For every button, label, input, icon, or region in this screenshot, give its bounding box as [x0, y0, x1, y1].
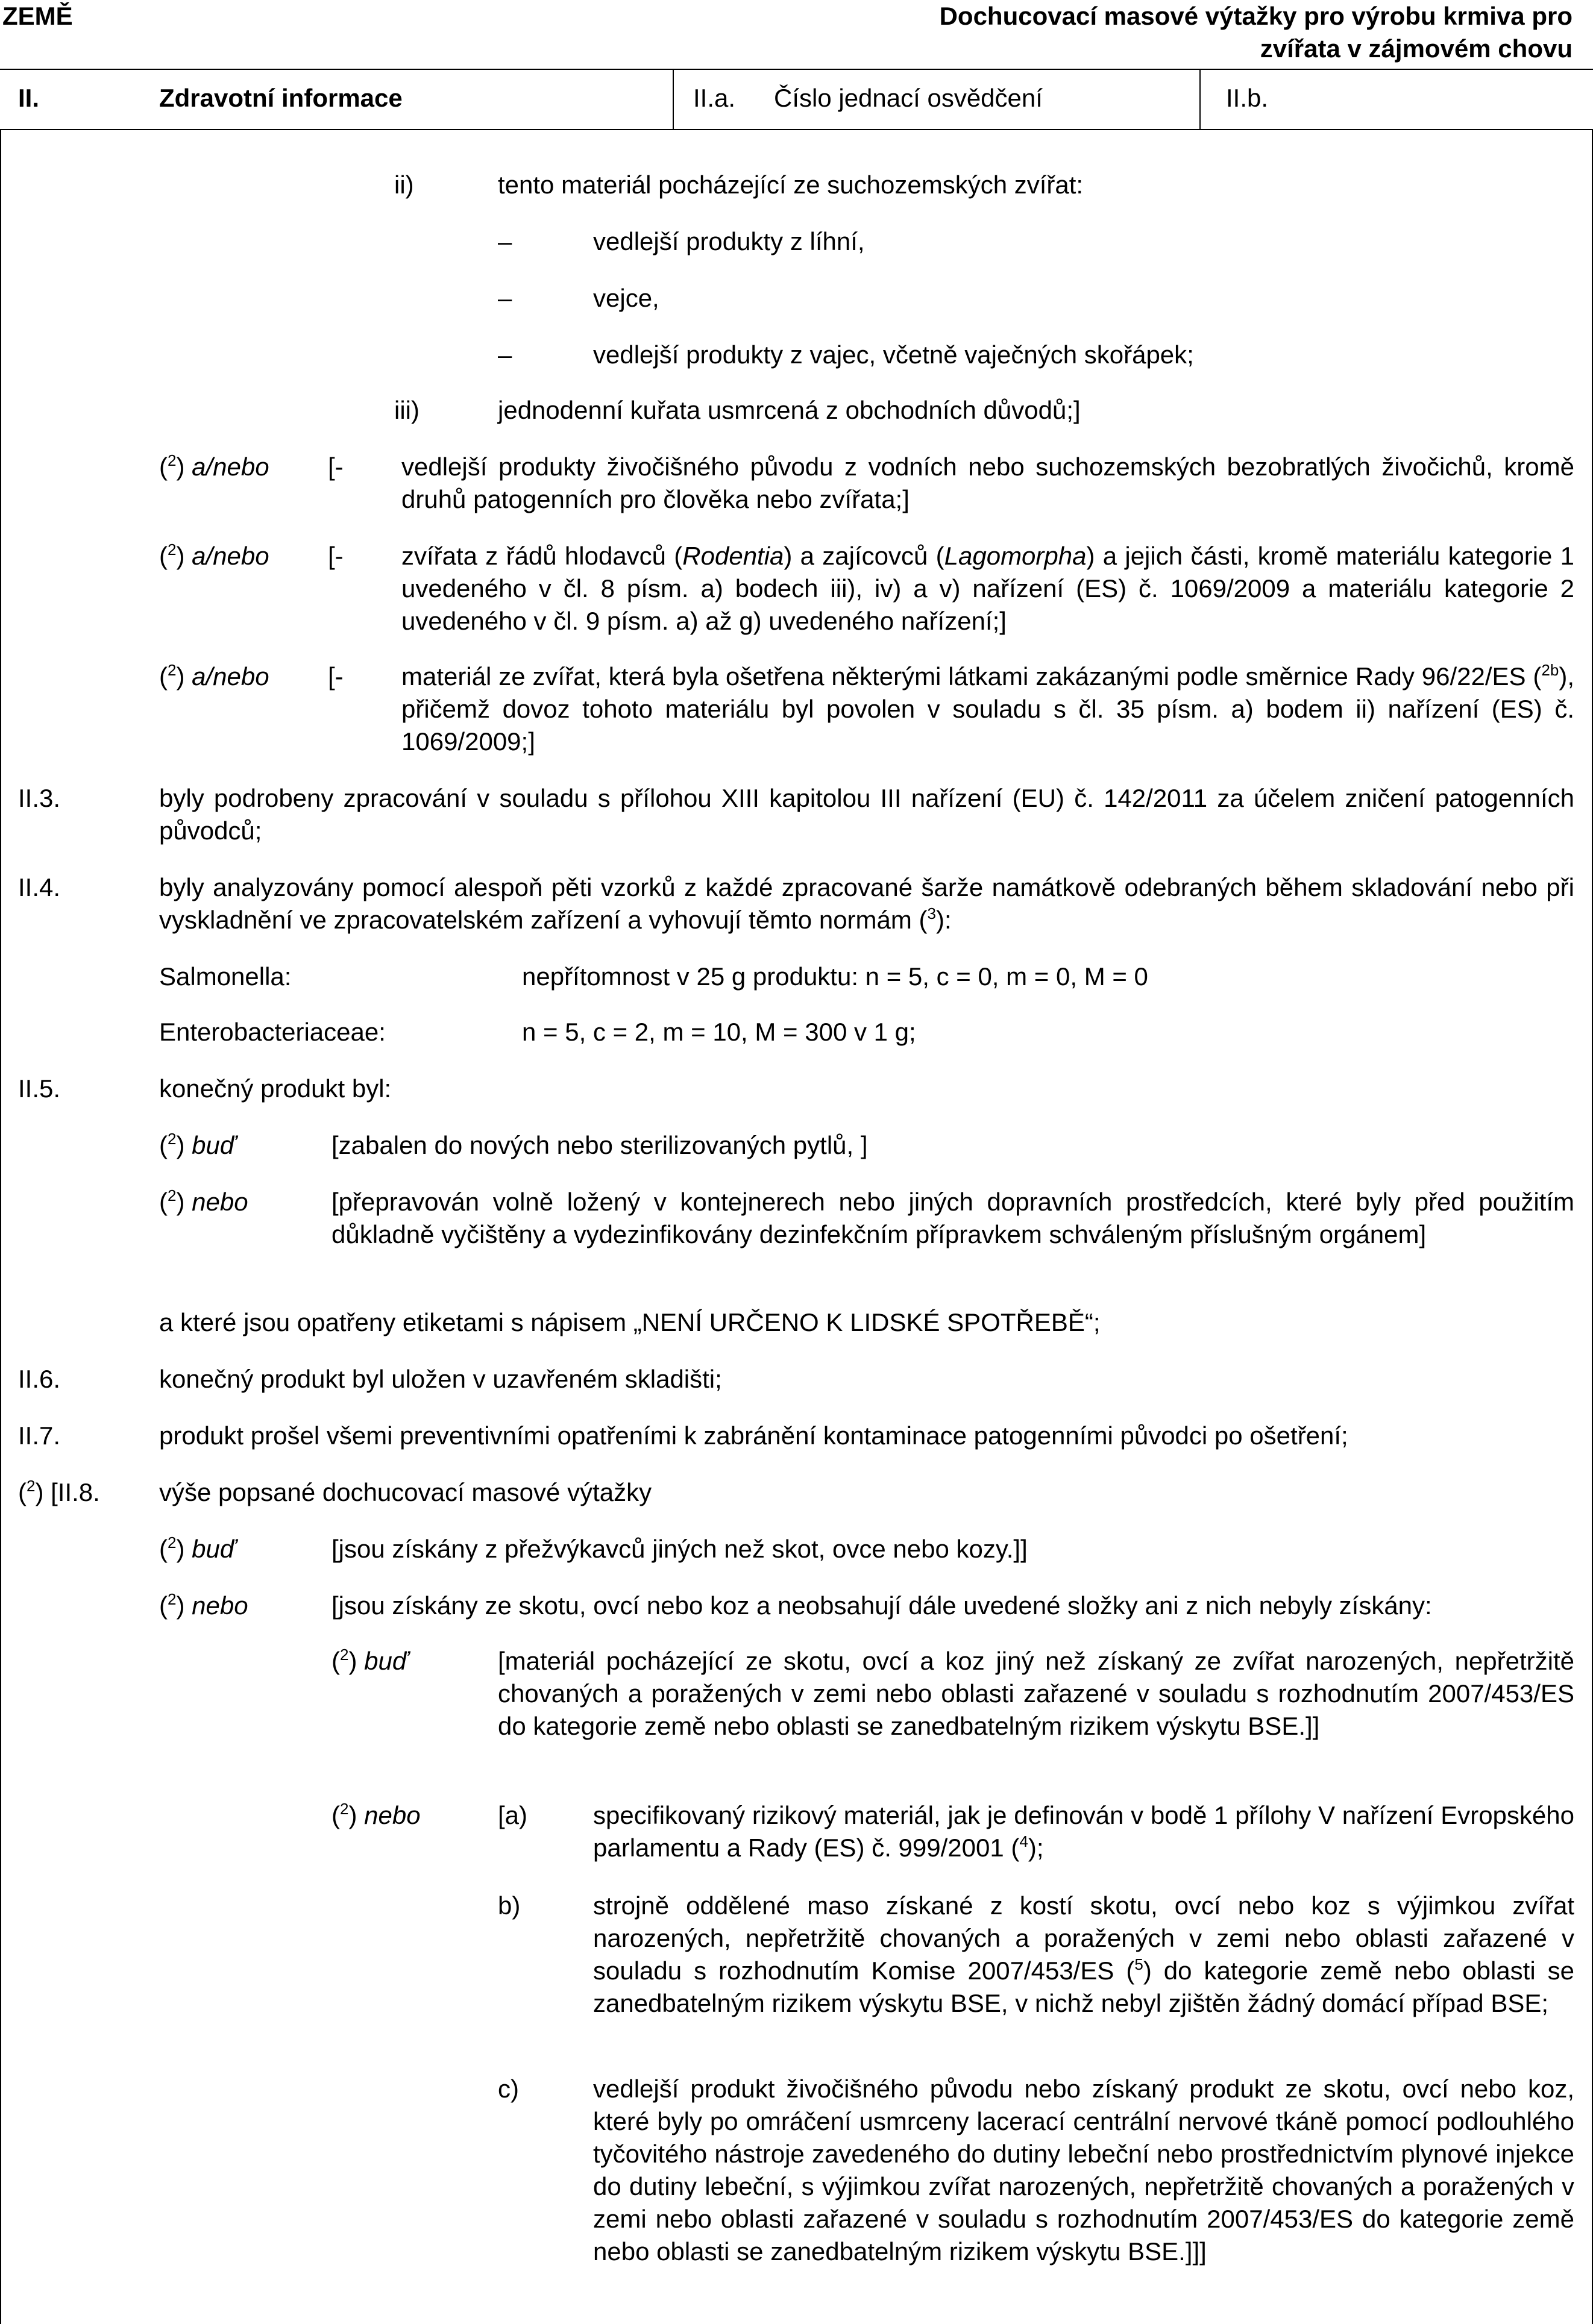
or-label: nebo [192, 1591, 248, 1620]
andor-text-treated-animals: materiál ze zvířat, která byla ošetřena některými látkami zakázanými podle směrnice Rady 96/22/ES ($^{2b}$), přičemž dovoz tohoto materiálu byl povolen v souladu s čl. 35 písm. a) bodem ii) nařízení (ES) č. 1069/2009;] [401, 661, 1574, 756]
item-a-text: specifikovaný rizikový materiál, jak je definován v bodě 1 přílohy V nařízení Evropského parlamentu a Rady (ES) č. 999/2001 ($^4$); [593, 1801, 1574, 1862]
footnote-ref: 2 [168, 1590, 177, 1608]
or-marker-ii5: ($^2$) nebo [159, 1186, 248, 1216]
header-divider-2 [1199, 69, 1201, 130]
reference-b-label: II.b. [1226, 84, 1269, 112]
section-ii5-text: konečný produkt byl: [159, 1074, 392, 1103]
footnote-ref: 2 [340, 1800, 349, 1818]
dash-marker: – [498, 340, 512, 369]
item-a-marker: [a) [498, 1801, 528, 1829]
certificate-title [729, 0, 1573, 65]
salmonella-value: nepřítomnost v 25 g produktu: n = 5, c = 0, m = 0, M = 0 [522, 962, 1148, 991]
footnote-ref: 2 [168, 1130, 177, 1148]
section-ii7-number: II.7. [18, 1421, 61, 1450]
either-marker-ii8-sub: ($^2$) buď [331, 1646, 409, 1675]
footnote-ref: 2 [168, 661, 177, 679]
country-label: ZEMĚ [2, 2, 73, 30]
page-left-border [0, 129, 1, 2324]
andor-text-rodents: zvířata z řádů hlodavců (Rodentia) a zajícovců (Lagomorpha) a jejich části, kromě materiálu kategorie 1 uvedeného v čl. 8 písm. a) bodech iii), iv) a v) nařízení (ES) č. 1069/2009 a materiálu kategorie 2 uvedeného v čl. 9 písm. a) až g) uvedeného nařízení;] [401, 542, 1575, 635]
ii8-or-text: [jsou získány ze skotu, ovcí nebo koz a neobsahují dále uvedené složky ani z nich nebyly získány: [331, 1591, 1432, 1620]
andor-label: a/nebo [192, 662, 269, 691]
footnote-ref: 2 [168, 1186, 177, 1204]
section-ii7-text: produkt prošel všemi preventivními opatřeními k zabránění kontaminace patogenními původci po ošetření; [159, 1421, 1348, 1450]
footnote-ref: 2 [168, 451, 177, 469]
bracket-marker: [- [328, 453, 344, 481]
either-label: buď [192, 1131, 236, 1159]
andor-marker-3: ($^2$) a/nebo [159, 661, 269, 691]
item-iii-marker: iii) [394, 396, 419, 424]
dash-item-eggs: vejce, [593, 284, 659, 312]
ii5-or-text: [přepravován volně ložený v kontejnerech nebo jiných dopravních prostředcích, které byly před použitím důkladně vyčištěny a vydezinfikovány dezinfekčním přípravkem schváleným příslušným orgánem] [331, 1188, 1574, 1248]
ii5-either-text: [zabalen do nových nebo sterilizovaných pytlů, ] [331, 1131, 868, 1159]
either-marker-ii5: ($^2$) buď [159, 1130, 236, 1159]
either-label: buď [192, 1535, 236, 1563]
andor-marker-1: ($^2$) a/nebo [159, 451, 269, 481]
or-label: nebo [192, 1188, 248, 1216]
ii5-label-text: a které jsou opatřeny etiketami s nápisem „NENÍ URČENO K LIDSKÉ SPOTŘEBĚ“; [159, 1308, 1101, 1336]
bracket-marker: [- [328, 542, 344, 570]
section-ii6-number: II.6. [18, 1365, 61, 1393]
reference-number-label: Číslo jednací osvědčení [774, 84, 1043, 112]
item-b-text: strojně oddělené maso získané z kostí skotu, ovcí nebo koz s výjimkou zvířat narozených, nepřetržitě chovaných a poražených v zemi nebo oblasti zařazené v souladu s rozhodnutím Komise 2007/453/ES ($^5$) do kategorie země nebo oblasti se zanedbatelným rizikem výskytu BSE, v nichž nebyl zjištěn žádný domácí případ BSE; [593, 1891, 1574, 2017]
dash-item-egg-products: vedlejší produkty z vajec, včetně vaječných skořápek; [593, 340, 1194, 369]
item-c-marker: c) [498, 2075, 519, 2103]
item-ii-text: tento materiál pocházející ze suchozemských zvířat: [498, 171, 1084, 199]
item-b-marker: b) [498, 1891, 521, 1920]
ii8-either-text: [jsou získány z přežvýkavců jiných než skot, ovce nebo kozy.]] [331, 1535, 1028, 1563]
section-title: Zdravotní informace [159, 84, 403, 112]
section-ii4-number: II.4. [18, 873, 61, 901]
section-ii3-number: II.3. [18, 784, 61, 812]
reference-number-index: II.a. [693, 84, 736, 112]
dash-item-hatchery: vedlejší produkty z líhní, [593, 227, 865, 255]
section-ii5-number: II.5. [18, 1074, 61, 1103]
section-ii8-text: výše popsané dochucovací masové výtažky [159, 1478, 652, 1506]
section-number: II. [18, 84, 40, 112]
footnote-ref: 2 [340, 1646, 349, 1664]
section-ii4-text: byly analyzovány pomocí alespoň pěti vzorků z každé zpracované šarže namátkově odebraných během skladování nebo při vyskladnění ve zpracovatelském zařízení a vyhovují těmto normám ($^3$): [159, 873, 1574, 934]
dash-marker: – [498, 227, 512, 255]
certificate-title-line2: zvířata v zájmovém chovu [1260, 34, 1573, 63]
certificate-title-line1: Dochucovací masové výtažky pro výrobu krmiva pro [939, 2, 1573, 30]
item-iii-text: jednodenní kuřata usmrcená z obchodních důvodů;] [498, 396, 1081, 424]
ii8-sub-either-text: [materiál pocházející ze skotu, ovcí a koz jiný než získaný ze zvířat narozených, nepřetržitě chovaných a poražených v zemi nebo oblasti zařazené v souladu s rozhodnutím 2007/453/ES do kategorie země nebo oblasti se zanedbatelným rizikem výskytu BSE.]] [498, 1647, 1574, 1740]
andor-marker-2: ($^2$) a/nebo [159, 540, 269, 570]
footnote-ref: 2 [27, 1477, 36, 1495]
section-ii3-text: byly podrobeny zpracování v souladu s přílohou XIII kapitolou III nařízení (EU) č. 142/2011 za účelem zničení patogenních původců; [159, 784, 1574, 845]
either-marker-ii8: ($^2$) buď [159, 1533, 236, 1563]
either-label: buď [364, 1647, 409, 1675]
enterobacteriaceae-value: n = 5, c = 2, m = 10, M = 300 v 1 g; [522, 1018, 916, 1046]
andor-label: a/nebo [192, 453, 269, 481]
or-marker-ii8: ($^2$) nebo [159, 1590, 248, 1620]
or-label: nebo [364, 1801, 421, 1829]
header-bottom-rule [0, 129, 1593, 130]
footnote-ref: 2 [168, 1533, 177, 1552]
header-top-rule [0, 69, 1593, 70]
section-ii6-text: konečný produkt byl uložen v uzavřeném skladišti; [159, 1365, 722, 1393]
or-marker-ii8-sub: ($^2$) nebo [331, 1800, 421, 1829]
enterobacteriaceae-label: Enterobacteriaceae: [159, 1018, 386, 1046]
section-ii8-number: ($^2$) [II.8. [18, 1477, 100, 1506]
header-divider-1 [673, 69, 674, 130]
andor-label: a/nebo [192, 542, 269, 570]
footnote-ref: 2 [168, 540, 177, 559]
item-c-text: vedlejší produkt živočišného původu nebo získaný produkt ze skotu, ovcí nebo koz, které byly po omráčení usmrceny lacerací centrální nervové tkáně pomocí podlouhlého tyčovitého nástroje zavedeného do dutiny lebeční nebo prostřednictvím plynové injekce do dutiny lebeční, s výjimkou zvířat narozených, nepřetržitě chovaných a poražených v zemi nebo oblasti zařazené v souladu s rozhodnutím 2007/453/ES do kategorie země nebo oblasti se zanedbatelným rizikem výskytu BSE.]]] [593, 2075, 1574, 2266]
andor-text-invertebrates: vedlejší produkty živočišného původu z vodních nebo suchozemských bezobratlých živočichů, kromě druhů patogenních pro člověka nebo zvířata;] [401, 453, 1574, 513]
salmonella-label: Salmonella: [159, 962, 292, 991]
dash-marker: – [498, 284, 512, 312]
bracket-marker: [- [328, 662, 344, 691]
item-ii-marker: ii) [394, 171, 414, 199]
